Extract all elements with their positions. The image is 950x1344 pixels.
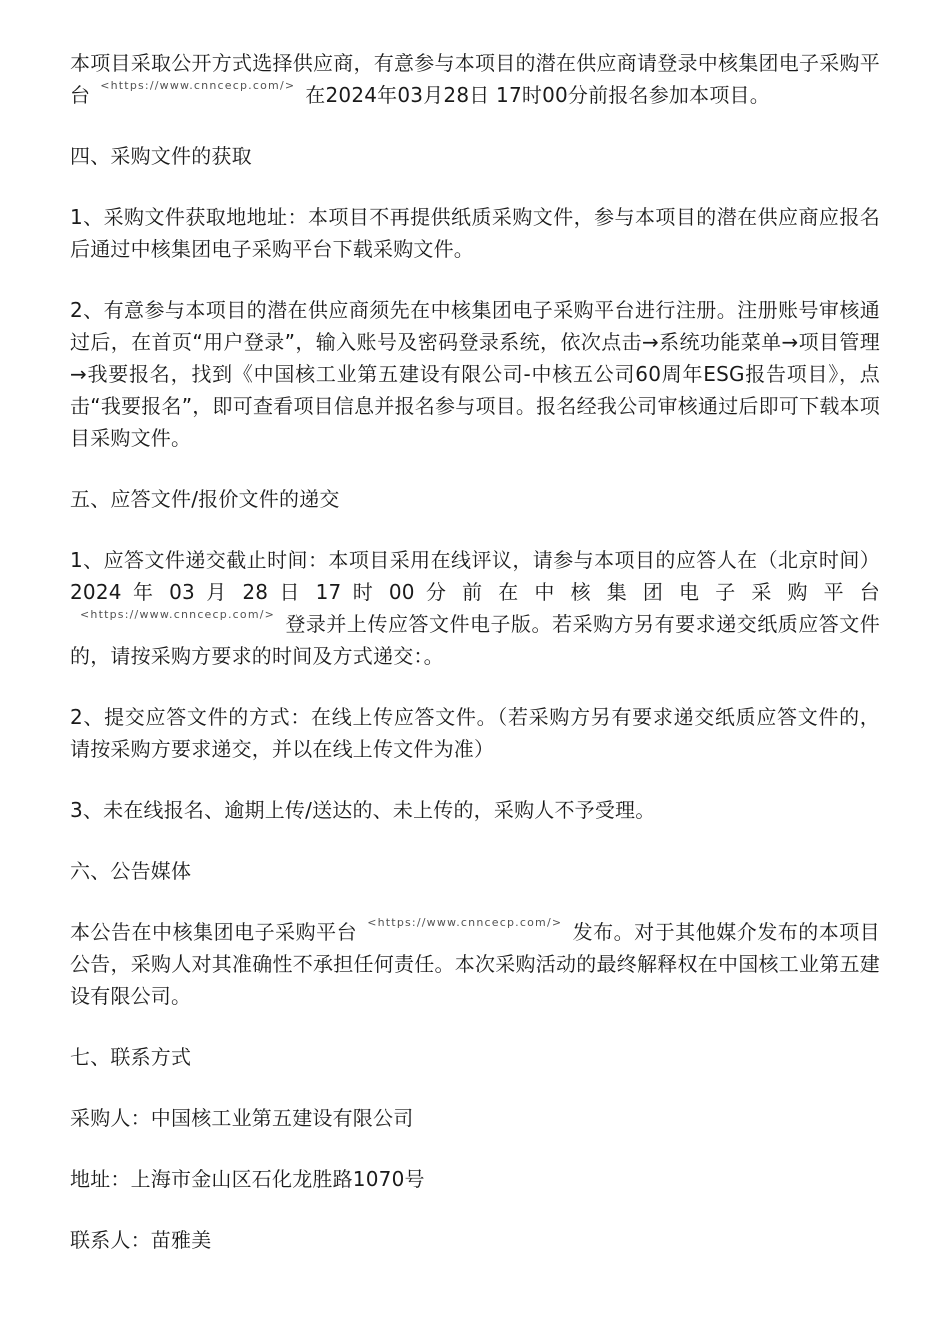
submission-deadline-text-end: 登录并上传应答文件电子版。若采购方另有要求递交纸质应答文件的，请按采购方要求的时间及方式递交：。 [70, 612, 880, 668]
section-heading-4: 四、采购文件的获取 [70, 144, 252, 168]
media-text-start: 本公告在中核集团电子采购平台 [70, 920, 358, 944]
submission-deadline-paragraph [70, 544, 880, 672]
contact-address: 地址：上海市金山区石化龙胜路1070号 [70, 1167, 425, 1191]
procurement-docs-paragraph-1: 1、采购文件获取地地址：本项目不再提供纸质采购文件，参与本项目的潜在供应商应报名后通过中核集团电子采购平台下载采购文件。 [70, 205, 880, 261]
announcement-document [70, 47, 880, 1285]
participation-text-end: 在2024年03月28日 17时00分前报名参加本项目。 [305, 83, 770, 107]
participation-paragraph [70, 47, 880, 111]
late-submission-paragraph: 3、未在线报名、逾期上传/送达的、未上传的，采购人不予受理。 [70, 798, 656, 822]
media-text-end: 发布。对于其他媒介发布的本项目公告，采购人对其准确性不承担任何责任。本次采购活动的最终解释权在中国核工业第五建设有限公司。 [70, 920, 880, 1008]
contact-person: 联系人：苗雅美 [70, 1228, 212, 1252]
section-heading-6: 六、公告媒体 [70, 859, 192, 883]
section-heading-5: 五、应答文件/报价文件的递交 [70, 487, 340, 511]
section-heading-7: 七、联系方式 [70, 1045, 192, 1069]
participation-text-start: 本项目采取公开方式选择供应商，有意参与本项目的潜在供应商请登录中核集团电子采购平台 [70, 51, 880, 107]
submission-method-paragraph: 2、提交应答文件的方式：在线上传应答文件。（若采购方另有要求递交纸质应答文件的，请按采购方要求递交，并以在线上传文件为准） [70, 705, 880, 761]
submission-deadline-text-start: 1、应答文件递交截止时间：本项目采用在线评议，请参与本项目的应答人在（北京时间） 2024 年 03 月 28 日 17 时 00 分 前 在 中 核 集 团 电 子 采 购 平 台 [70, 548, 880, 604]
media-paragraph [70, 916, 880, 1012]
contact-purchaser: 采购人：中国核工业第五建设有限公司 [70, 1106, 414, 1130]
platform-link[interactable]: <https://www.cnncecp.com/> [367, 916, 563, 929]
platform-link[interactable]: <https://www.cnncecp.com/> [80, 608, 276, 621]
procurement-docs-paragraph-2: 2、有意参与本项目的潜在供应商须先在中核集团电子采购平台进行注册。注册账号审核通过后，在首页“用户登录”，输入账号及密码登录系统，依次点击→系统功能菜单→项目管理→我要报名，找到《中国核工业第五建设有限公司-中核五公司60周年ESG报告项目》，点击“我要报名”，即可查看项目信息并报名参与项目。报名经我公司审核通过后即可下载本项目采购文件。 [70, 298, 880, 450]
platform-link[interactable]: <https://www.cnncecp.com/> [100, 79, 296, 92]
